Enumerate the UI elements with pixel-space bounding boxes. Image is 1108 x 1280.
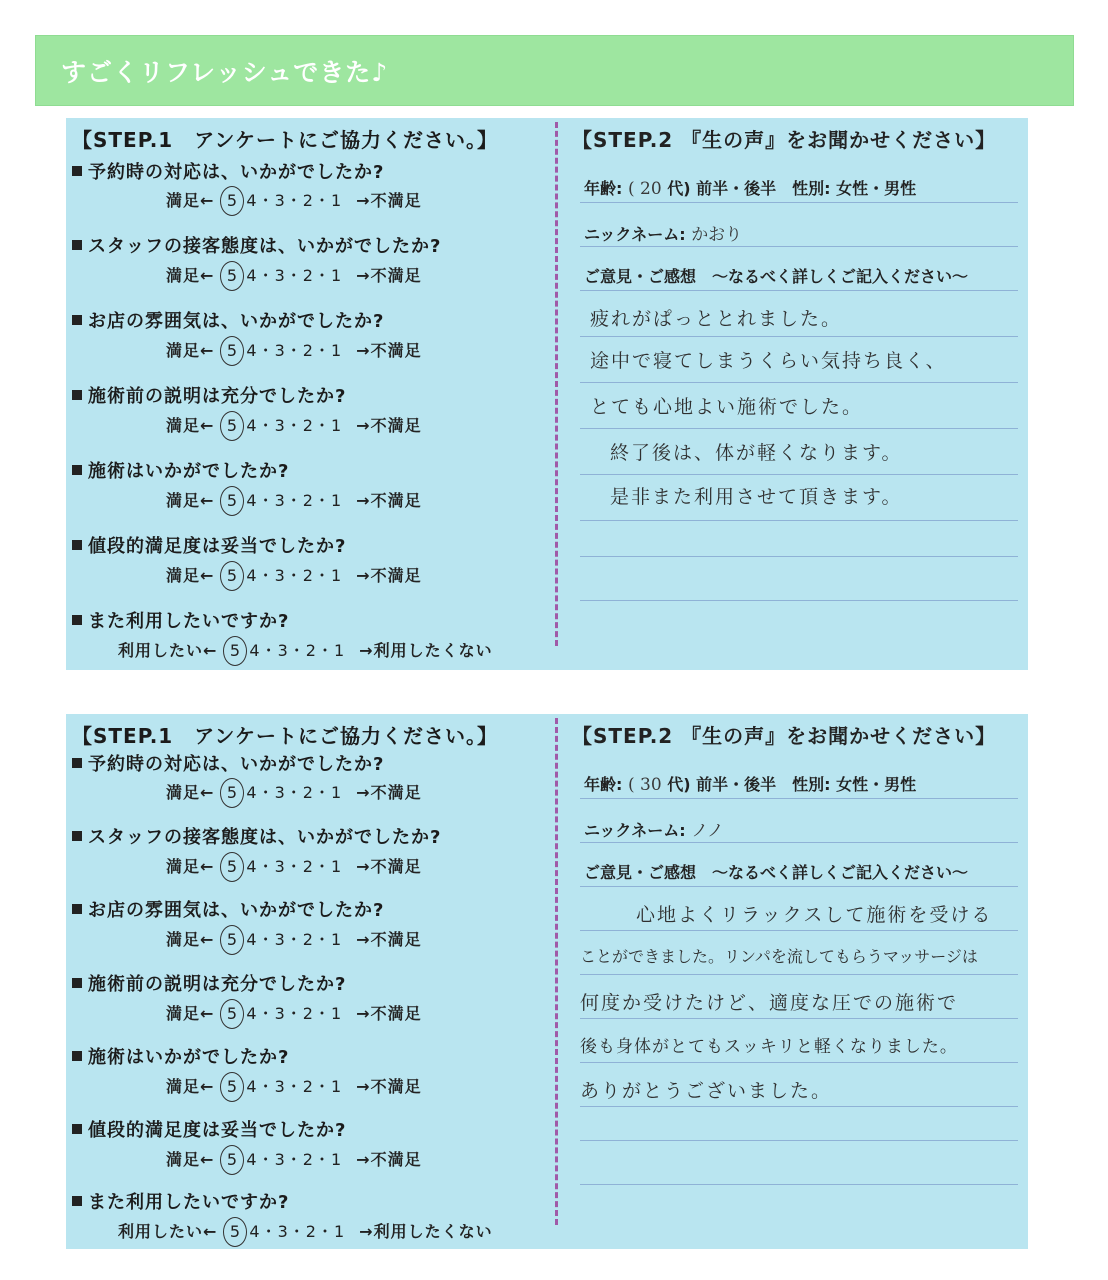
scale-7: 利用したい← 5 4・3・2・1 →利用したくない <box>118 1217 493 1247</box>
rule <box>580 798 1018 799</box>
nickname-field: ニックネーム: かおり <box>584 225 743 245</box>
rule <box>580 202 1018 203</box>
comment-label: ご意見・ご感想 ～なるべく詳しくご記入ください～ <box>584 863 969 882</box>
rule <box>580 1184 1018 1185</box>
question-3: お店の雰囲気は、いかがでしたか? <box>72 896 384 922</box>
age-field: 年齢: ( 20 代) 前半・後半 性別: 女性・男性 <box>584 179 917 199</box>
step2-title: 【STEP.2 『生の声』をお聞かせください】 <box>572 724 997 748</box>
comment-line: 後も身体がとてもスッキリと軽くなりました。 <box>580 1037 958 1057</box>
comment-line: 途中で寝てしまうくらい気持ち良く、 <box>590 350 947 372</box>
question-3: お店の雰囲気は、いかがでしたか? <box>72 307 384 333</box>
question-2: スタッフの接客態度は、いかがでしたか? <box>72 232 441 258</box>
comment-line: 終了後は、体が軽くなります。 <box>610 442 903 464</box>
rule <box>580 930 1018 931</box>
scale-5: 満足← 5 4・3・2・1 →不満足 <box>166 1072 422 1102</box>
scale-2: 満足← 5 4・3・2・1 →不満足 <box>166 261 422 291</box>
scale-1: 満足← 5 4・3・2・1 →不満足 <box>166 778 422 808</box>
question-6: 値段的満足度は妥当でしたか? <box>72 532 346 558</box>
scale-2: 満足← 5 4・3・2・1 →不満足 <box>166 852 422 882</box>
comment-line: とても心地よい施術でした。 <box>590 396 864 418</box>
age-field: 年齢: ( 30 代) 前半・後半 性別: 女性・男性 <box>584 775 917 795</box>
rule <box>580 1062 1018 1063</box>
scale-4: 満足← 5 4・3・2・1 →不満足 <box>166 411 422 441</box>
comment-line: 是非また利用させて頂きます。 <box>610 486 903 508</box>
rule <box>580 1018 1018 1019</box>
rule <box>580 336 1018 337</box>
comment-line: 疲れがぱっととれました。 <box>590 308 843 330</box>
scale-6: 満足← 5 4・3・2・1 →不満足 <box>166 561 422 591</box>
banner-title: すごくリフレッシュできた♪ <box>61 58 389 87</box>
survey-card-2 <box>66 714 1028 1249</box>
comment-line: 心地よくリラックスして施術を受ける <box>636 904 993 926</box>
step2-title: 【STEP.2 『生の声』をお聞かせください】 <box>572 128 997 152</box>
rule <box>580 520 1018 521</box>
step1-section <box>66 714 554 1249</box>
dashed-divider <box>555 718 558 1225</box>
rule <box>580 246 1018 247</box>
comment-line: 何度か受けたけど、適度な圧での施術で <box>580 992 959 1014</box>
question-7: また利用したいですか? <box>72 607 289 633</box>
question-7: また利用したいですか? <box>72 1188 289 1214</box>
rule <box>580 1140 1018 1141</box>
question-4: 施術前の説明は充分でしたか? <box>72 382 346 408</box>
scale-4: 満足← 5 4・3・2・1 →不満足 <box>166 999 422 1029</box>
scale-3: 満足← 5 4・3・2・1 →不満足 <box>166 925 422 955</box>
survey-card-1 <box>66 118 1028 670</box>
rule <box>580 974 1018 975</box>
scale-3: 満足← 5 4・3・2・1 →不満足 <box>166 336 422 366</box>
rule <box>580 1106 1018 1107</box>
dashed-divider <box>555 122 558 646</box>
rule <box>580 556 1018 557</box>
comment-line: ありがとうございました。 <box>580 1080 833 1102</box>
comment-label: ご意見・ご感想 ～なるべく詳しくご記入ください～ <box>584 267 969 286</box>
rule <box>580 428 1018 429</box>
rule <box>580 382 1018 383</box>
rule <box>580 842 1018 843</box>
rule <box>580 886 1018 887</box>
nickname-field: ニックネーム: ノノ <box>584 821 724 841</box>
step1-section <box>66 118 554 670</box>
scale-7: 利用したい← 5 4・3・2・1 →利用したくない <box>118 636 493 666</box>
question-1: 予約時の対応は、いかがでしたか? <box>72 158 384 184</box>
rule <box>580 290 1018 291</box>
question-5: 施術はいかがでしたか? <box>72 1043 289 1069</box>
step1-title: 【STEP.1 アンケートにご協力ください。】 <box>72 128 499 152</box>
question-4: 施術前の説明は充分でしたか? <box>72 970 346 996</box>
question-6: 値段的満足度は妥当でしたか? <box>72 1116 346 1142</box>
scale-6: 満足← 5 4・3・2・1 →不満足 <box>166 1145 422 1175</box>
scale-5: 満足← 5 4・3・2・1 →不満足 <box>166 486 422 516</box>
scale-1: 満足← 5 4・3・2・1 →不満足 <box>166 186 422 216</box>
question-1: 予約時の対応は、いかがでしたか? <box>72 750 384 776</box>
rule <box>580 474 1018 475</box>
step2-section <box>566 714 1028 1249</box>
question-2: スタッフの接客態度は、いかがでしたか? <box>72 823 441 849</box>
rule <box>580 600 1018 601</box>
comment-line: ことができました。リンパを流してもらうマッサージは <box>580 947 978 966</box>
question-5: 施術はいかがでしたか? <box>72 457 289 483</box>
step1-title: 【STEP.1 アンケートにご協力ください。】 <box>72 724 499 748</box>
step2-section <box>566 118 1028 670</box>
banner <box>35 35 1074 106</box>
